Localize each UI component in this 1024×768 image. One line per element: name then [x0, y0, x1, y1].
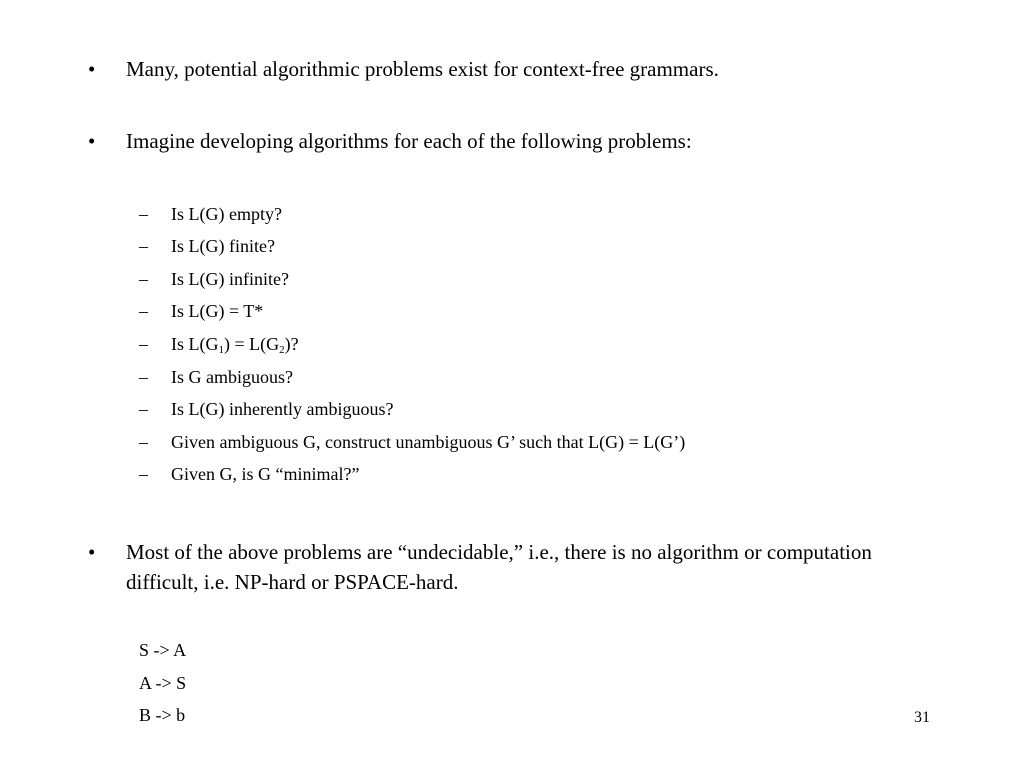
bullet-marker: • [88, 540, 96, 564]
bullet-marker: • [88, 129, 96, 153]
sub-item-text: Is L(G) empty? [171, 204, 282, 224]
sub-item-text: Is L(G) inherently ambiguous? [171, 399, 394, 419]
subscript: 2 [279, 344, 285, 356]
dash-marker: – [139, 432, 148, 452]
sub-item-text: Is $L(G_1) = L(G_2)$? [171, 334, 299, 356]
dash-marker: – [139, 301, 148, 321]
dash-marker: – [139, 367, 148, 387]
bullet-text: Most of the above problems are “undecidable,” i.e., there is no algorithm or computation difficult, i.e. NP-hard or PSPACE-hard. [126, 540, 872, 594]
page-number: 31 [914, 709, 930, 726]
dash-marker: – [139, 399, 148, 419]
subscript: 1 [218, 344, 224, 356]
bullet-marker: • [88, 57, 96, 81]
dash-marker: – [139, 269, 148, 289]
dash-marker: – [139, 334, 148, 354]
sub-item-text: Is L(G) finite? [171, 236, 275, 256]
dash-marker: – [139, 464, 148, 484]
sub-item-text: Is G ambiguous? [171, 367, 293, 387]
grammar-rule: B -> b [139, 705, 186, 725]
bullet-text: Many, potential algorithmic problems exist for context-free grammars. [126, 57, 719, 81]
grammar-rule: A -> S [139, 673, 187, 693]
sub-item-text: Given ambiguous G, construct unambiguous G’ such that L(G) = L(G’) [171, 432, 686, 452]
bullet-text: Imagine developing algorithms for each of the following problems: [126, 129, 692, 153]
sub-item-text: Given G, is G “minimal?” [171, 464, 360, 484]
dash-marker: – [139, 236, 148, 256]
sub-item-text: Is L(G) infinite? [171, 269, 289, 289]
grammar-rule: S -> A [139, 640, 187, 660]
sub-item-text: Is L(G) = T* [171, 301, 264, 321]
dash-marker: – [139, 204, 148, 224]
